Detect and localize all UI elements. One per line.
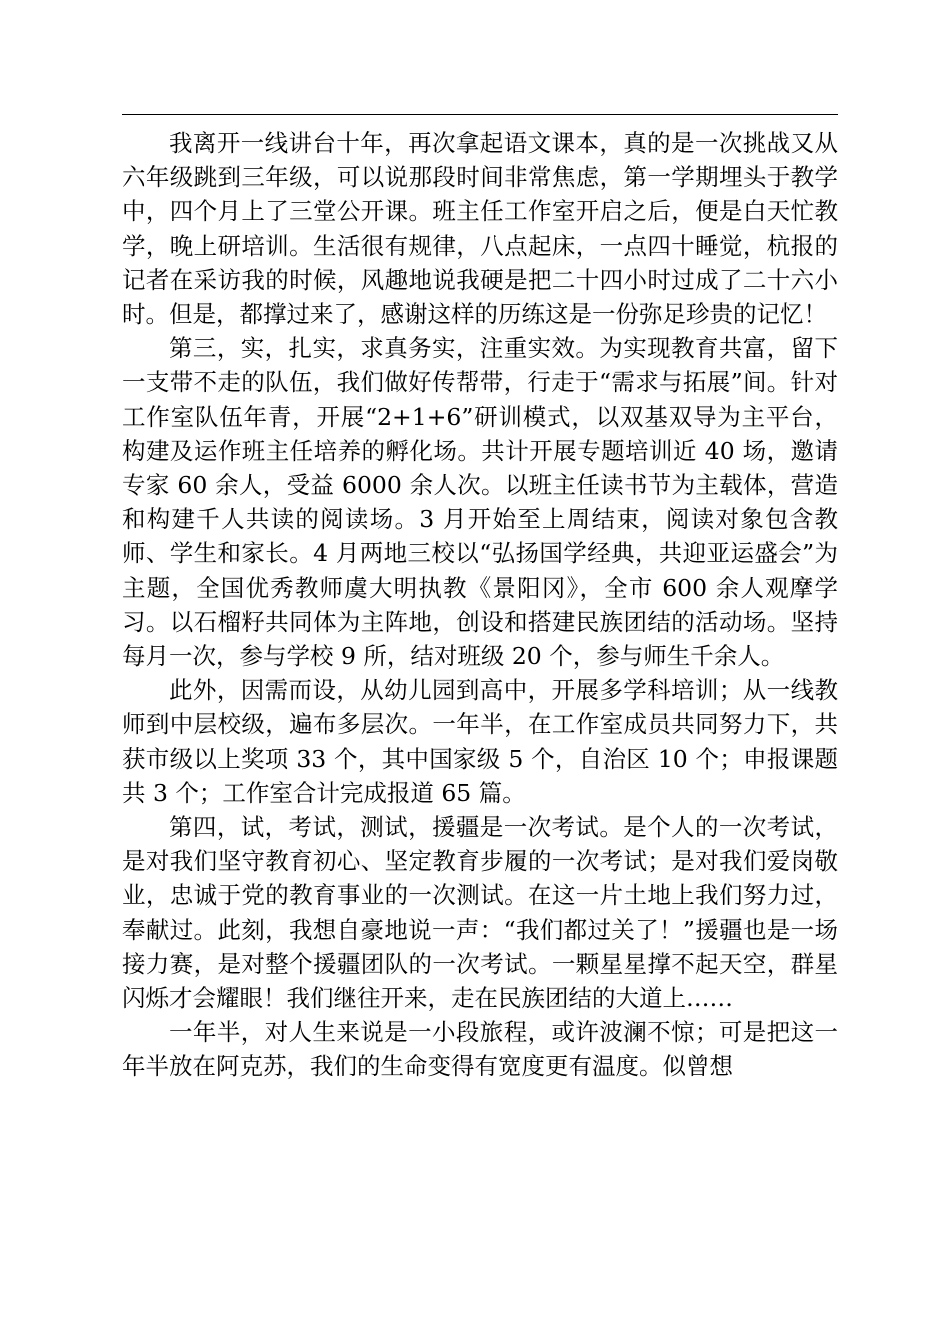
- paragraph-3: 此外，因需而设，从幼儿园到高中，开展多学科培训；从一线教师到中层校级，遍布多层次。一年半，在工作室成员共同努力下，共获市级以上奖项 33 个，其中国家级 5 个，自治区 10 个；申报课题共 3 个；工作室合计完成报道 65 篇。: [122, 676, 838, 807]
- paragraph-5: 一年半，对人生来说是一小段旅程，或许波澜不惊；可是把这一年半放在阿克苏，我们的生命变得有宽度更有温度。似曾想: [122, 1018, 838, 1081]
- paragraph-4: 第四，试，考试，测试，援疆是一次考试。是个人的一次考试，是对我们坚守教育初心、坚定教育步履的一次考试；是对我们爱岗敬业，忠诚于党的教育事业的一次测试。在这一片土地上我们努力过，奉献过。此刻，我想自豪地说一声：“我们都过关了！”援疆也是一场接力赛，是对整个援疆团队的一次考试。一颗星星撑不起天空，群星闪烁才会耀眼！我们继往开来，走在民族团结的大道上……: [122, 813, 838, 1013]
- header-rule: [122, 114, 838, 115]
- paragraph-1: 我离开一线讲台十年，再次拿起语文课本，真的是一次挑战又从六年级跳到三年级，可以说那段时间非常焦虑，第一学期埋头于教学中，四个月上了三堂公开课。班主任工作室开启之后，便是白天忙教学，晚上研培训。生活很有规律，八点起床，一点四十睡觉，杭报的记者在采访我的时候，风趣地说我硬是把二十四小时过成了二十六小时。但是，都撑过来了，感谢这样的历练这是一份弥足珍贵的记忆！: [122, 129, 838, 329]
- paragraph-2: 第三，实，扎实，求真务实，注重实效。为实现教育共富，留下一支带不走的队伍，我们做好传帮带，行走于“需求与拓展”间。针对工作室队伍年青，开展“2+1+6”研训模式，以双基双导为主平台，构建及运作班主任培养的孵化场。共计开展专题培训近 40 场，邀请专家 60 余人，受益 6000 余人次。以班主任读书节为主载体，营造和构建千人共读的阅读场。3 月开始至上周结束，阅读对象包含教师、学生和家长。4 月两地三校以“弘扬国学经典，共迎亚运盛会”为主题，全国优秀教师虞大明执教《景阳冈》，全市 600 余人观摩学习。以石榴籽共同体为主阵地，创设和搭建民族团结的活动场。坚持每月一次，参与学校 9 所，结对班级 20 个，参与师生千余人。: [122, 334, 838, 671]
- body-text: [122, 126, 838, 1084]
